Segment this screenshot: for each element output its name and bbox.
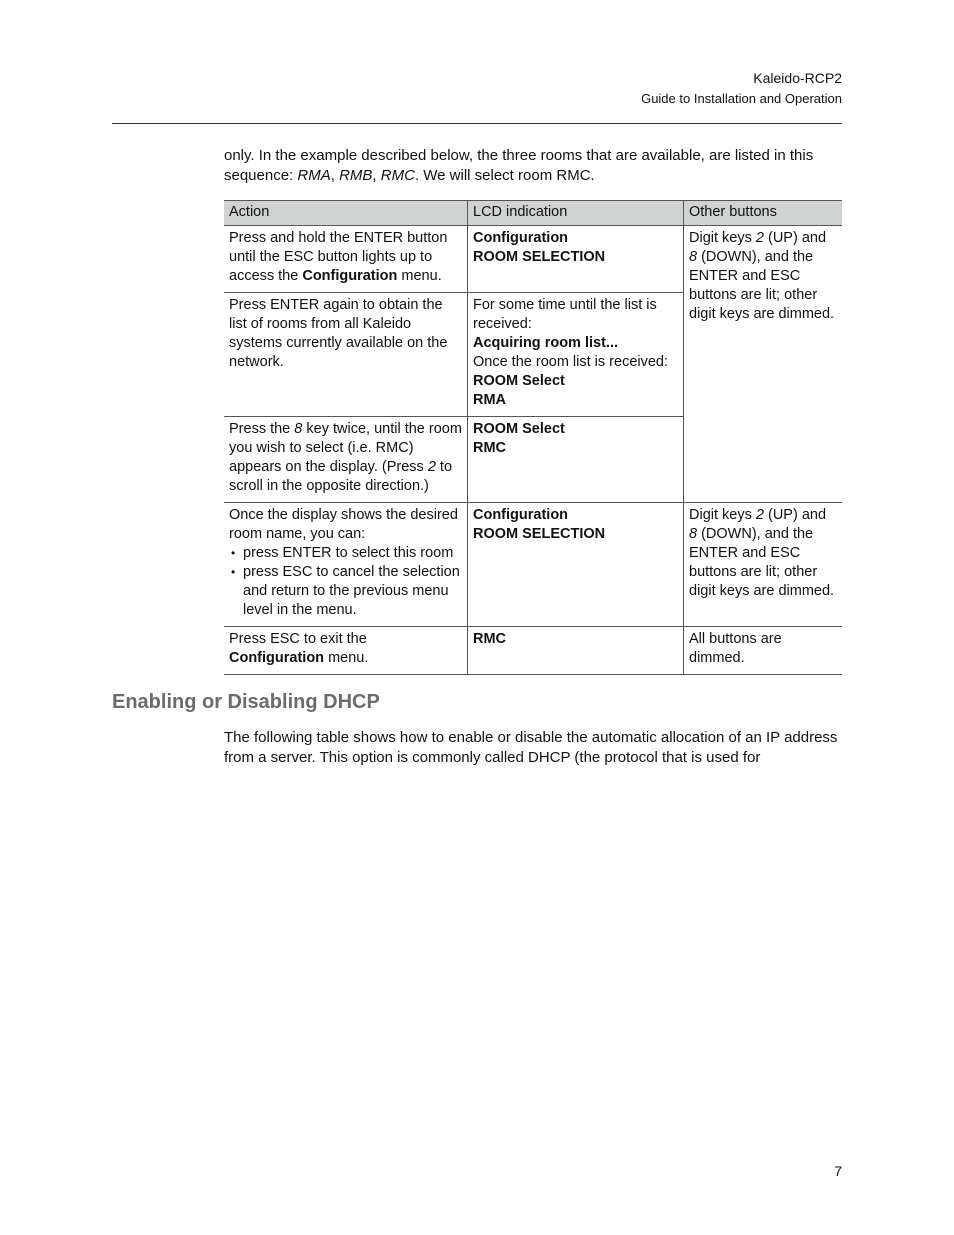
- bullet-list: [229, 544, 462, 620]
- section-paragraph: The following table shows how to enable or disable the automatic allocation of an IP address from a server. This option is commonly called DHCP (the protocol that is used for: [224, 729, 838, 766]
- page-number: 7: [834, 1163, 842, 1179]
- room-selection-table: [224, 200, 842, 675]
- table-header-row: [224, 201, 842, 226]
- header-other-buttons: Other buttons: [684, 201, 843, 226]
- intro-paragraph: only. In the example described below, the three rooms that are available, are listed in this sequence: RMA, RMB, RMC. We will select room RMC.: [224, 147, 814, 184]
- header-guide-title: Guide to Installation and Operation: [641, 91, 842, 106]
- action-cell: Press and hold the ENTER button until the ESC button lights up to access the Configuration menu.: [224, 226, 468, 293]
- other-buttons-cell: All buttons are dimmed.: [684, 627, 843, 675]
- list-item: • press ENTER to select this room: [229, 544, 462, 563]
- action-cell: Press ESC to exit the Configuration menu.: [224, 627, 468, 675]
- header-lcd-indication: LCD indication: [468, 201, 684, 226]
- action-cell: Press the 8 key twice, until the room you wish to select (i.e. RMC) appears on the display. (Press 2 to scroll in the opposite direction.): [224, 417, 468, 503]
- lcd-cell: Configuration ROOM SELECTION: [468, 226, 684, 293]
- other-buttons-cell: Digit keys 2 (UP) and 8 (DOWN), and the ENTER and ESC buttons are lit; other digit keys are dimmed.: [684, 226, 843, 503]
- action-cell: Once the display shows the desired room name, you can: • press ENTER to select this room • press ESC to cancel the selection and return to the previous menu level in the menu.: [224, 503, 468, 627]
- table-row: [224, 226, 842, 293]
- lcd-cell: RMC: [468, 627, 684, 675]
- header-divider: [112, 123, 842, 124]
- table-row: [224, 503, 842, 627]
- lcd-cell: ROOM Select RMC: [468, 417, 684, 503]
- header-product: Kaleido-RCP2: [753, 70, 842, 86]
- lcd-cell: Configuration ROOM SELECTION: [468, 503, 684, 627]
- table-row: [224, 627, 842, 675]
- header-action: Action: [224, 201, 468, 226]
- section-heading: Enabling or Disabling DHCP: [112, 691, 380, 713]
- lcd-cell: For some time until the list is received: Acquiring room list... Once the room list is received: ROOM Select RMA: [468, 293, 684, 417]
- other-buttons-cell: Digit keys 2 (UP) and 8 (DOWN), and the ENTER and ESC buttons are lit; other digit keys are dimmed.: [684, 503, 843, 627]
- list-item: • press ESC to cancel the selection and return to the previous menu level in the menu.: [229, 563, 462, 620]
- action-cell: Press ENTER again to obtain the list of rooms from all Kaleido systems currently available on the network.: [224, 293, 468, 417]
